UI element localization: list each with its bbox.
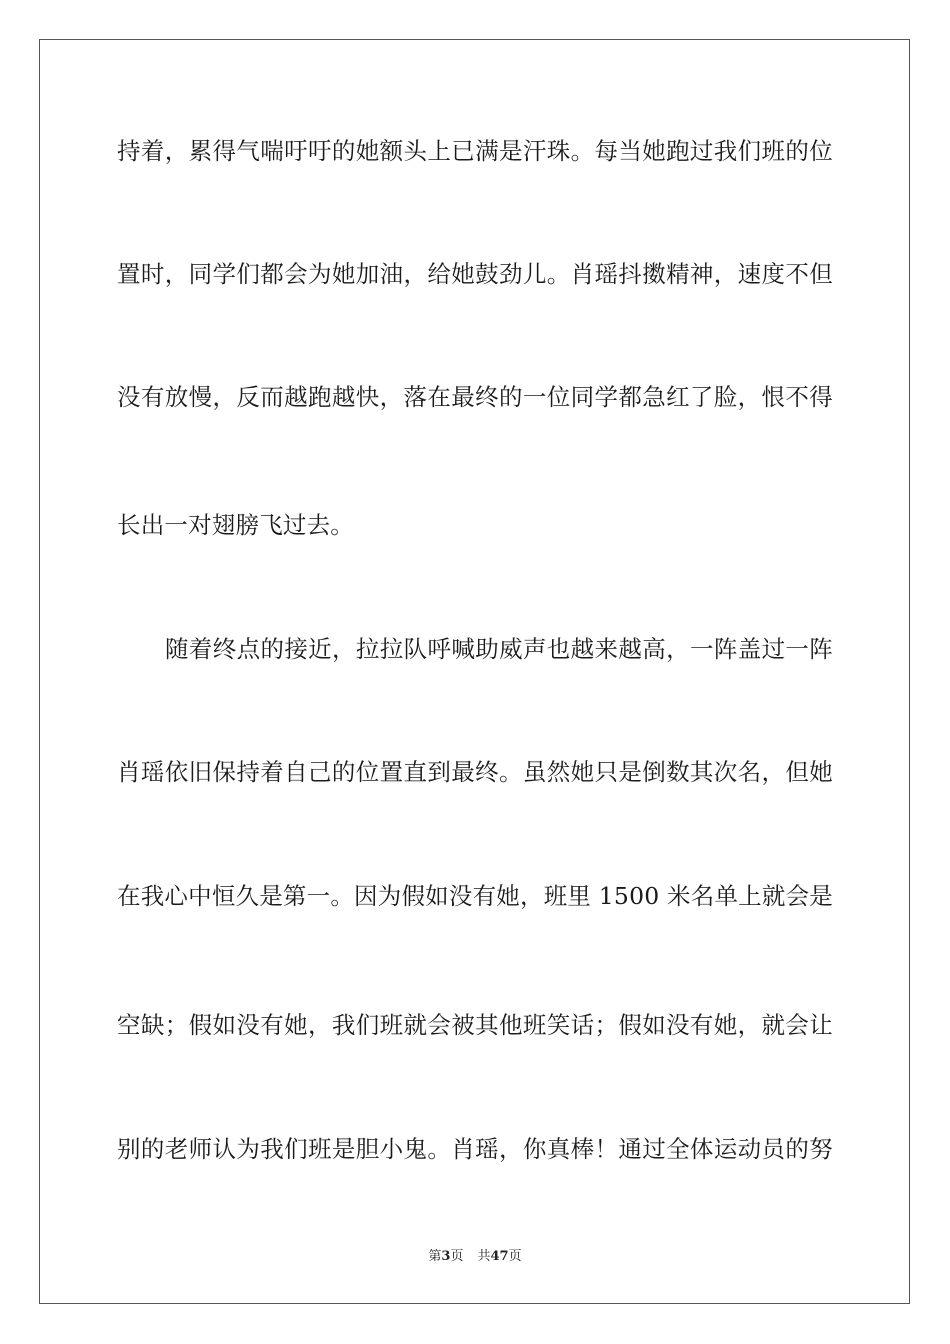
paragraph-line-8: 空缺；假如没有她，我们班就会被其他班笑话；假如没有她，就会让 [117, 1011, 833, 1039]
footer-page-prefix: 第 [428, 1249, 442, 1264]
footer-total-suffix: 页 [508, 1249, 522, 1264]
footer-total-pages: 47 [490, 1249, 509, 1264]
page-footer [0, 1248, 950, 1266]
paragraph-line-9: 别的老师认为我们班是胆小鬼。肖瑶，你真棒！通过全体运动员的努 [117, 1135, 833, 1163]
paragraph-line-6: 肖瑶依旧保持着自己的位置直到最终。虽然她只是倒数其次名，但她 [117, 758, 833, 786]
paragraph-line-4: 长出一对翅膀飞过去。 [117, 511, 354, 539]
footer-page-number: 3 [441, 1249, 451, 1264]
paragraph-line-3: 没有放慢，反而越跑越快，落在最终的一位同学都急红了脸，恨不得 [117, 383, 833, 411]
paragraph-line-7: 在我心中恒久是第一。因为假如没有她，班里 1500 米名单上就会是 [117, 882, 833, 910]
paragraph-line-2: 置时，同学们都会为她加油，给她鼓劲儿。肖瑶抖擞精神，速度不但 [117, 260, 833, 288]
footer-page-suffix: 页 [450, 1249, 464, 1264]
paragraph-line-5: 随着终点的接近，拉拉队呼喊助威声也越来越高，一阵盖过一阵 [165, 635, 833, 663]
paragraph-line-1: 持着，累得气喘吁吁的她额头上已满是汗珠。每当她跑过我们班的位 [117, 137, 833, 165]
page-border [39, 39, 910, 1304]
footer-total-prefix: 共 [477, 1249, 491, 1264]
